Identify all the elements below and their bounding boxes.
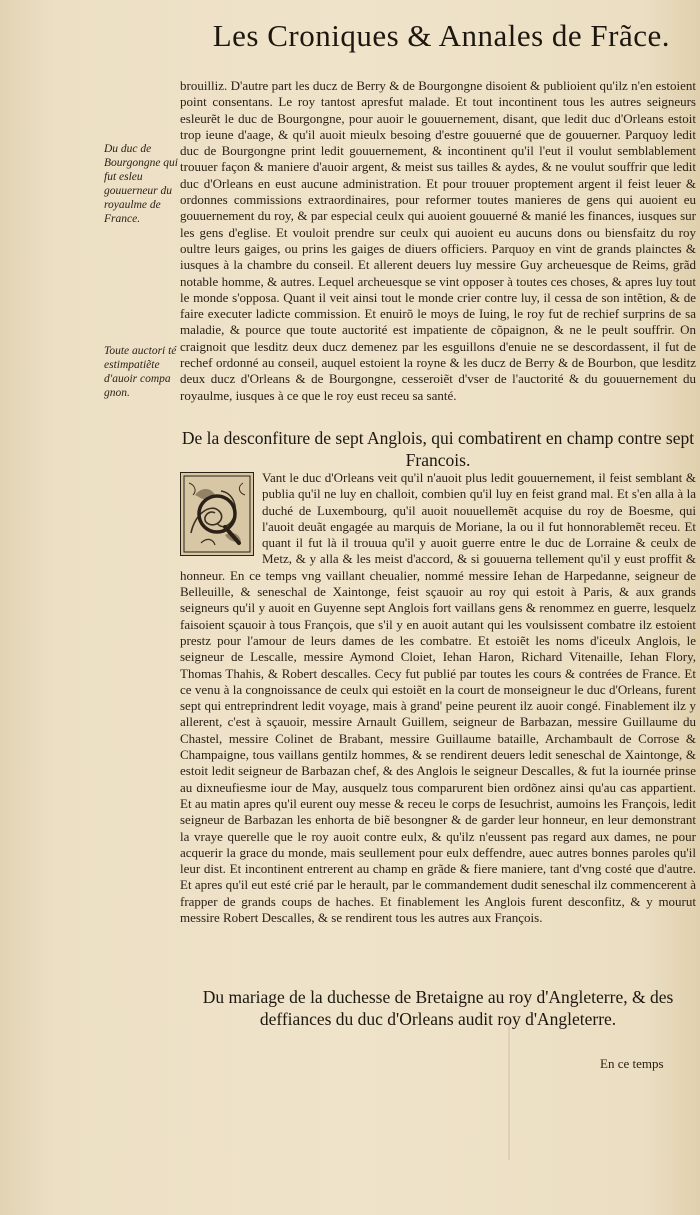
section-heading-mariage: Du mariage de la duchesse de Bretaigne au roy d'Angleterre, & des deffiances du duc d'Orleans audit roy d'Angleterre. — [202, 987, 674, 1029]
paragraph-text: Vant le duc d'Orleans veit qu'il n'auoit plus ledit gouuernement, il feist semblant & publia qu'il ne luy en challoit, combien qu'il luy en feist grand mal. Et s'en alla à la duché de Luxembourg, qu'il auoit nouuellemẽt acquise du roy de Boesme, qui l'auoit deuãt engagée au marquis de Moriane, la ou il fut honnorablemẽt receu. Et quant il fut là il trouua qu'il y auoit guerre entre le duc de Lorraine & ceulx de Metz, & y alla & les meist d'accord, & si gouuerna tellement qu'il y eust proffit & honneur. En ce temps vng vaillant cheualier, nommé messire Iehan de Harpedanne, seigneur de Belleuille, & seneschal de Xaintonge, feist sçauoir au roy qui estoit à Paris, & aux grands seigneurs qu'il y auoit en Guyenne sept Anglois fort vaillans gens & renommez en guerre, lesquelz faisoient sçauoir à tous François, que s'il y en auoit autant qui les voulsissent combatre ilz estoient prestz pour l'amour de leurs dames de les combatre. Et estoiẽt les noms d'iceulx Anglois, le seigneur de Lescalle, messire Aymond Cloiet, Iehan Haron, Richard Vitenaille, Iehan Flory, Thomas Thahis, & Robert descalles. Cecy fut publié par toutes les cours & contrées de France. Et ce venu à la congnoissance de ceulx qui estoiẽt en la court de monseigneur le duc d'Orleans, furent sept qui entreprindrent ledit voyage, mais à grand' peine peurent ilz auoir congé. Finablement ilz y allerent, c'est à sçauoir, messire Arnault Guillem, seigneur de Barbazan, messire Guillaume du Chastel, messire Colinet de Brabant, messire Guillaume bataille, Archambault de Corrose & Champaigne, tous vaillans gentilz hommes, & se rendirent deuers ledit seneschal de Xaintonge, & estoit ledit seigneur de Barbazan chef, & des Anglois le seigneur Descalles, & fut la iournée prinse au dixneufiesme iour de May, ausquelz tous comparurent bien ordõnez ainsi qu'au cas appartient. Et au matin apres qu'il eurent ouy messe & receu le corps de Iesuchrist, aumoins les François, ledit seigneur de Barbazan les enhorta de biẽ besongner & de garder leur honneur, en leur demonstrant la vraye querelle que le roy auoit contre eulx, & qu'ilz n'eussent pas regard aux dames, ne pour acquerir la grace du monde, mais seullement pour eulx deffendre, auec autres bonnes paroles qu'il leur dist. Et incontinent entrerent au champ en grãde & fiere maniere, tant d'vng costé que d'autre. Et apres qu'il eut esté crié par le herault, par le commandement dudit seneschal ilz commencerent à frapper de grands coups de haches. Et finablement les Anglois furent desconfitz, & y mourut messire Robert Descalles, & se rendirent tous les autres aux François. — [180, 470, 696, 926]
ornamental-initial-q-icon — [180, 472, 254, 556]
page-title: Les Croniques & Annales de Frãce. — [212, 18, 670, 53]
section-heading-desconfiture: De la desconfiture de sept Anglois, qui combatirent en champ contre sept Francois. — [181, 428, 695, 470]
margin-note-auctorite: Toute auctori té estimpatiẽte d'auoir compa gnon. — [104, 345, 177, 399]
catchword: En ce temps — [600, 1056, 664, 1071]
margin-note-duc-de-bourgongne: Du duc de Bourgongne qui fut esleu gouuerneur du royaulme de France. — [104, 143, 178, 225]
paragraph-combat — [180, 470, 696, 926]
bleed-through-shadow — [508, 1020, 630, 1160]
paragraph-text: brouilliz. D'autre part les ducz de Berry & de Bourgongne disoient & publioient qu'ilz n'en estoient point consentans. Le roy tantost apresfut malade. Et tout incontinent tous les autres seigneurs esleurẽt le duc de Bourgongne, pour auoir le gouuernement, disant, que ledit duc d'Orleans estoit trop ieune d'aage, & qu'il auoit mieulx besoing d'estre gouuerné que de gouuerner. Parquoy ledit duc de Bourgongne print ledit gouuernement, & incontinent qu'il l'eut il voulut semblablement trouuer façon & maniere d'auoir argent, & meist sus tailles & aydes, & ne voulut souffrir que ledit duc d'Orleans en eust aucune administration. Et pour trouuer proptement argent il feist leuer & ordonnes commissions extraordinaires, pour reformer toutes manieres de gens qui auoient eu gouuernement du roy, & par especial ceulx qui auoient gouuerné & manié les finances, iusques sur les gens d'eglise. Et vouloit prendre sur ceulx qui auoient eu aucuns dons ou biensfaitz du roy oultre leurs gaiges, ou prins les gaiges de diuers officiers. Parquoy en vint de grands plainctes & iusques à la chambre du conseil. Et allerent deuers luy messire Guy archeuesque de Reims, grãd notable homme, & autres. Lequel archeuesque se vint opposer à toutes ces choses, & apres luy tout le monde s'opposa. Quant il veit ainsi tout le monde crier contre luy, il cessa de son intẽtion, & de faire executer ladicte commission. Et enuirõ le moys de Iuing, le roy fut de rechief surprins de sa maladie, & pource que toute auctorité est impatiente de cõpaignon, & ne le peult souffrir. On craignoit que lesditz deux ducz demenez par les esguillons d'enuie ne se descordassent, il fut de rechef ordonné au conseil, auquel estoient la royne & les ducz de Berry & de Bourbon, que lesditz deux ducz d'Orleans & de Bourgongne, cesseroiẽt d'vser de l'auctorité & du gouuernement du royaulme, iusques à ce que le roy eust receu sa santé. — [180, 78, 696, 403]
paragraph-gouvernement — [180, 78, 696, 404]
